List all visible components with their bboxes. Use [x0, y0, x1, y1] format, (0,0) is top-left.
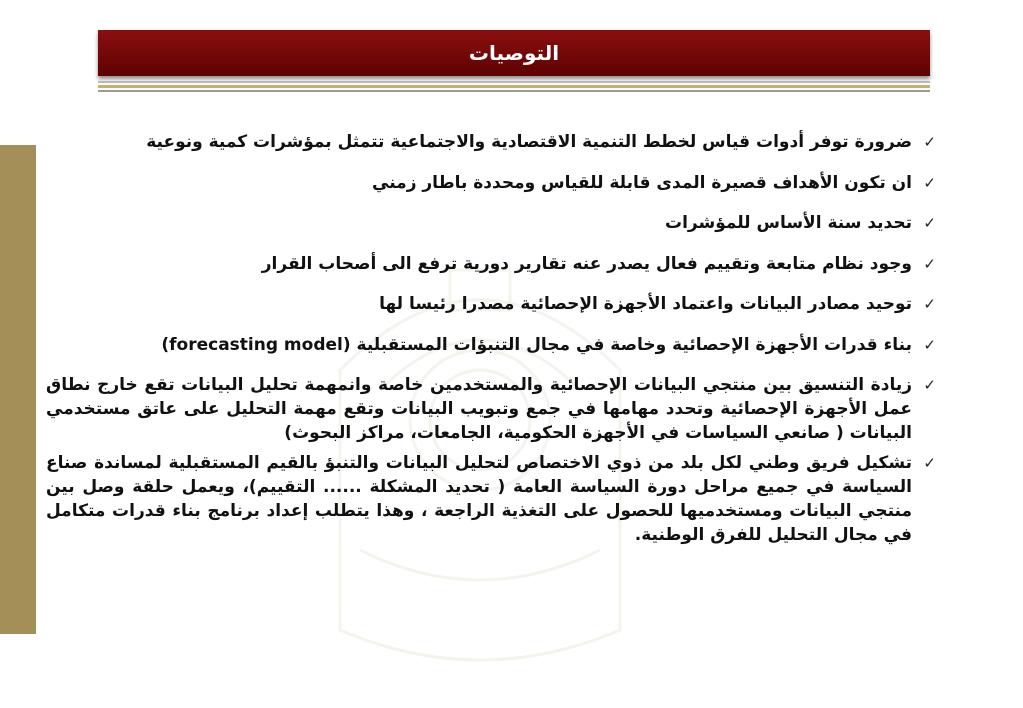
list-item-text: تحديد سنة الأساس للمؤشرات: [664, 213, 912, 233]
recommendations-list: [46, 130, 936, 553]
list-item: [46, 171, 936, 195]
list-item-text: ان تكون الأهداف قصيرة المدى قابلة للقياس ومحددة باطار زمني: [372, 172, 912, 193]
check-mark-icon: ✓: [923, 376, 936, 394]
list-item-text: توحيد مصادر البيانات واعتماد الأجهزة الإحصائية مصدرا رئيسا لها: [379, 294, 912, 314]
header-rule-gray: [98, 81, 930, 83]
slide-title: التوصيات: [98, 30, 930, 76]
list-item-text: ضرورة توفر أدوات قياس لخطط التنمية الاقتصادية والاجتماعية تتمثل بمؤشرات كمية ونوعية: [146, 132, 912, 152]
side-accent-bar: [0, 145, 36, 634]
list-item: [46, 333, 936, 357]
list-item-text: بناء قدرات الأجهزة الإحصائية وخاصة في مجال التنبؤات المستقبلية (forecasting model): [161, 334, 912, 355]
check-mark-icon: ✓: [923, 173, 936, 192]
slide-header: [98, 30, 930, 92]
list-item: [46, 211, 936, 235]
list-item: [46, 292, 936, 316]
check-mark-icon: ✓: [923, 254, 936, 273]
list-item: [46, 451, 936, 547]
list-item-text: وجود نظام متابعة وتقييم فعال يصدر عنه تقارير دورية ترفع الى أصحاب القرار: [261, 253, 912, 274]
check-mark-icon: ✓: [923, 454, 936, 472]
header-rule-gray-bottom: [98, 90, 930, 92]
check-mark-icon: ✓: [923, 214, 936, 232]
check-mark-icon: ✓: [923, 295, 936, 313]
list-item: [46, 373, 936, 445]
header-rule-gold: [98, 85, 930, 88]
list-item: [46, 252, 936, 276]
check-mark-icon: ✓: [923, 133, 936, 151]
list-item-text: تشكيل فريق وطني لكل بلد من ذوي الاختصاص لتحليل البيانات والتنبؤ بالقيم المستقبلية لمساندة صناع السياسة في جميع مراحل دورة السياسة العامة ( تحديد المشكلة ...... التقييم)، ويعمل حلقة وصل بين منتجي البيانات ومستخدميها للحصول على التغذية الراجعة ، وهذا يتطلب إعداد برنامج بناء قدرات متكامل في مجال التحليل للفرق الوطنية.: [46, 453, 912, 545]
list-item: [46, 130, 936, 154]
check-mark-icon: ✓: [923, 335, 936, 354]
list-item-text: زيادة التنسيق بين منتجي البيانات الإحصائية والمستخدمين خاصة وانمهمة تحليل البيانات تقع خارج نطاق عمل الأجهزة الإحصائية وتحدد مهامها في جمع وتبويب البيانات وتقع مهمة التحليل على عاتق مستخدمي البيانات ( صانعي السياسات في الأجهزة الحكومية، الجامعات، مراكز البحوث): [46, 375, 912, 443]
